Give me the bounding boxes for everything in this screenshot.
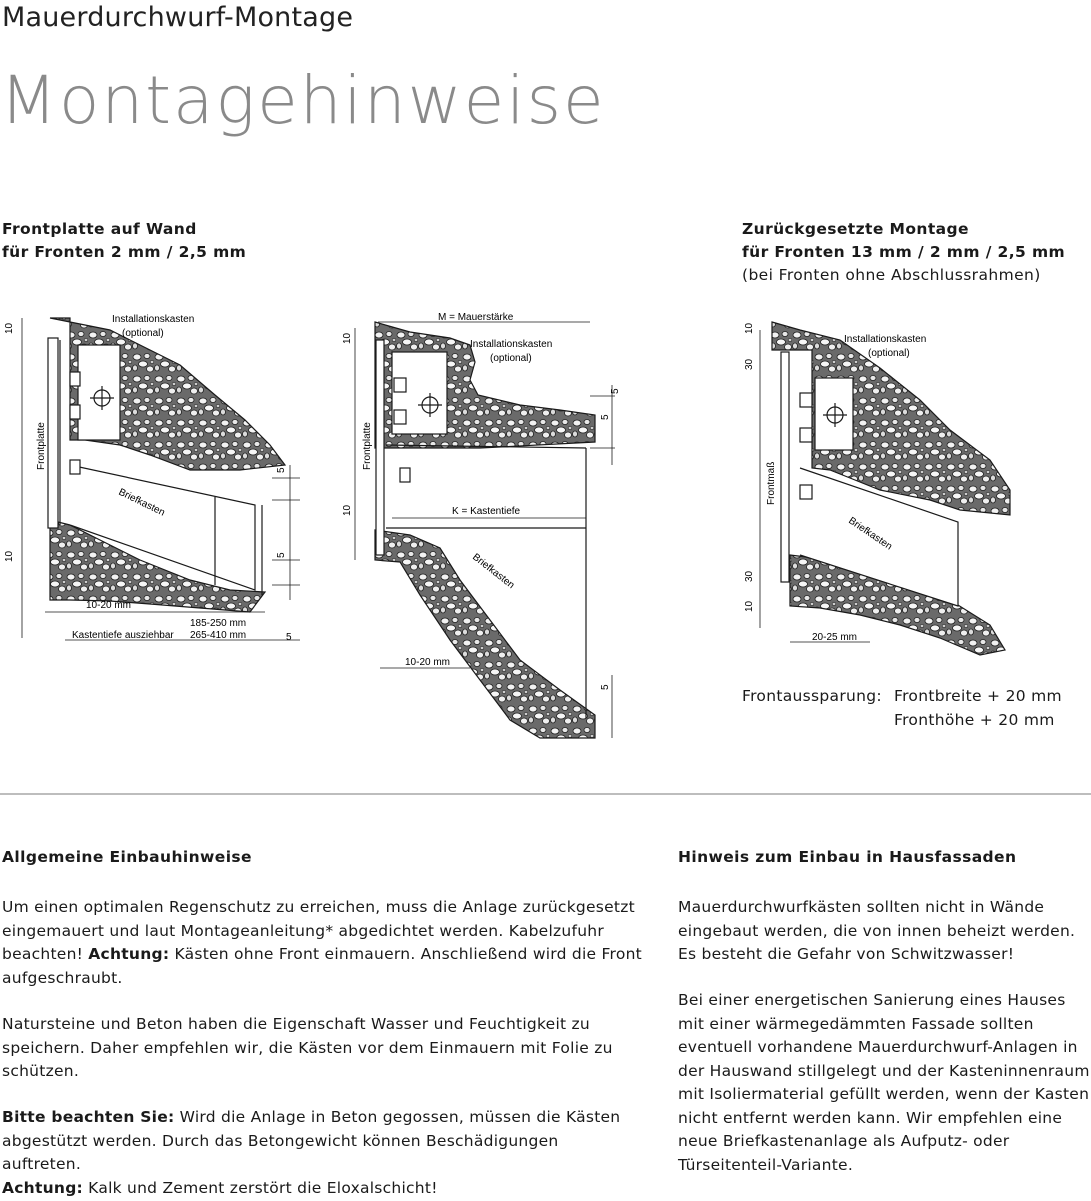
left-title-line2: für Fronten 2 mm / 2,5 mm	[2, 243, 247, 261]
diagram-wall-thickness	[355, 322, 615, 738]
d1-dim-10-top: 10	[4, 322, 15, 334]
d2-installbox-label: Installationskasten	[470, 339, 553, 350]
d2-frontplate-label: Frontplatte	[362, 422, 373, 470]
d2-mailbox-label: Briefkasten	[470, 551, 517, 592]
recess-height: Fronthöhe + 20 mm	[894, 711, 1055, 729]
d2-gap-label: 10-20 mm	[405, 657, 451, 668]
d3-mailbox-label: Briefkasten	[846, 515, 894, 553]
main-heading: Montagehinweise	[0, 62, 606, 139]
left-title-line1: Frontplatte auf Wand	[2, 220, 197, 238]
right-title-line1: Zurückgesetzte Montage	[742, 220, 969, 238]
d2-dim-10-bottom: 10	[342, 504, 353, 516]
general-paragraph-1: Um einen optimalen Regenschutz zu erreichen, muss die Anlage zurückgesetzt eingemauert und laut Montageanleitung* abgedichtet werden. Kabelzufuhr beachten! Achtung: Kästen ohne Front einmauern. Anschließend wird die Front aufgeschraubt.	[2, 898, 642, 987]
section-divider	[0, 793, 1091, 795]
d2-optional-label: (optional)	[490, 353, 532, 364]
d2-dim-5-a: 5	[610, 388, 621, 394]
d1-range1: 185-250 mm	[190, 618, 247, 629]
recess-width: Frontbreite + 20 mm	[894, 687, 1062, 705]
general-paragraph-3: Bitte beachten Sie: Wird die Anlage in Beton gegossen, müssen die Kästen abgestützt werden. Durch das Betongewicht können Beschädigungen auftreten.	[2, 1108, 621, 1173]
d2-wall-thickness-label: M = Mauerstärke	[438, 312, 514, 323]
d3-dim-30-top: 30	[744, 358, 755, 370]
d1-installbox-label: Installationskasten	[112, 314, 195, 325]
d1-gap-label: 10-20 mm	[86, 600, 132, 611]
d3-gap-label: 20-25 mm	[812, 632, 858, 643]
d1-dim-5-a: 5	[276, 467, 287, 473]
recess-label: Frontaussparung:	[742, 687, 882, 705]
page-title: Mauerdurchwurf-Montage	[2, 2, 354, 33]
d1-dim-5-c: 5	[286, 632, 292, 643]
d2-box-depth-label: K = Kastentiefe	[452, 506, 521, 517]
general-heading: Allgemeine Einbauhinweise	[2, 848, 252, 866]
diagram-recessed	[760, 322, 1010, 655]
d1-dim-5-b: 5	[276, 552, 287, 558]
d2-dim-10-top: 10	[342, 332, 353, 344]
general-paragraph-2: Natursteine und Beton haben die Eigenschaft Wasser und Feuchtigkeit zu speichern. Daher empfehlen wir, die Kästen vor dem Einmauern mit Folie zu schützen.	[2, 1015, 613, 1080]
right-subtitle: (bei Fronten ohne Abschlussrahmen)	[742, 266, 1041, 284]
right-title-line2: für Fronten 13 mm / 2 mm / 2,5 mm	[742, 243, 1066, 261]
facade-heading: Hinweis zum Einbau in Hausfassaden	[678, 848, 1017, 866]
d3-dim-10-bottom: 10	[744, 600, 755, 612]
d3-frontmass-label: Frontmaß	[766, 461, 777, 505]
general-paragraph-4: Achtung: Kalk und Zement zerstört die Eloxalschicht!	[2, 1179, 438, 1197]
d1-mailbox-label: Briefkasten	[116, 486, 167, 519]
d1-frontplate-label: Frontplatte	[36, 422, 47, 470]
d2-dim-5-c: 5	[600, 684, 611, 690]
d1-optional-label: (optional)	[122, 328, 164, 339]
d1-dim-10-bottom: 10	[4, 550, 15, 562]
d3-dim-10-top: 10	[744, 322, 755, 334]
d3-dim-30-bottom: 30	[744, 570, 755, 582]
facade-paragraph-1: Mauerdurchwurfkästen sollten nicht in Wände eingebaut werden, die von innen beheizt werden. Es besteht die Gefahr von Schwitzwasser!	[678, 898, 1076, 963]
d2-dim-5-b: 5	[600, 414, 611, 420]
d3-installbox-label: Installationskasten	[844, 334, 927, 345]
frontplate-1	[48, 338, 58, 528]
d3-optional-label: (optional)	[868, 348, 910, 359]
frontmass-3	[781, 352, 789, 582]
facade-paragraph-2: Bei einer energetischen Sanierung eines Hauses mit einer wärmegedämmten Fassade sollten eventuell vorhandene Mauerdurchwurf-Anlagen in der Hauswand stillgelegt und der Kasteninnenraum mit Isoliermaterial gefüllt werden, wenn der Kasten nicht entfernt werden kann. Wir empfehlen eine neue Briefkastenanlage als Aufputz- oder Türseitenteil-Variante.	[678, 991, 1090, 1174]
diagram-front-on-wall	[22, 318, 300, 640]
frontplate-2	[376, 340, 384, 555]
front-recess-note	[742, 684, 1062, 732]
d1-range2: 265-410 mm	[190, 630, 247, 641]
d1-depth-label: Kastentiefe ausziehbar	[72, 630, 174, 641]
